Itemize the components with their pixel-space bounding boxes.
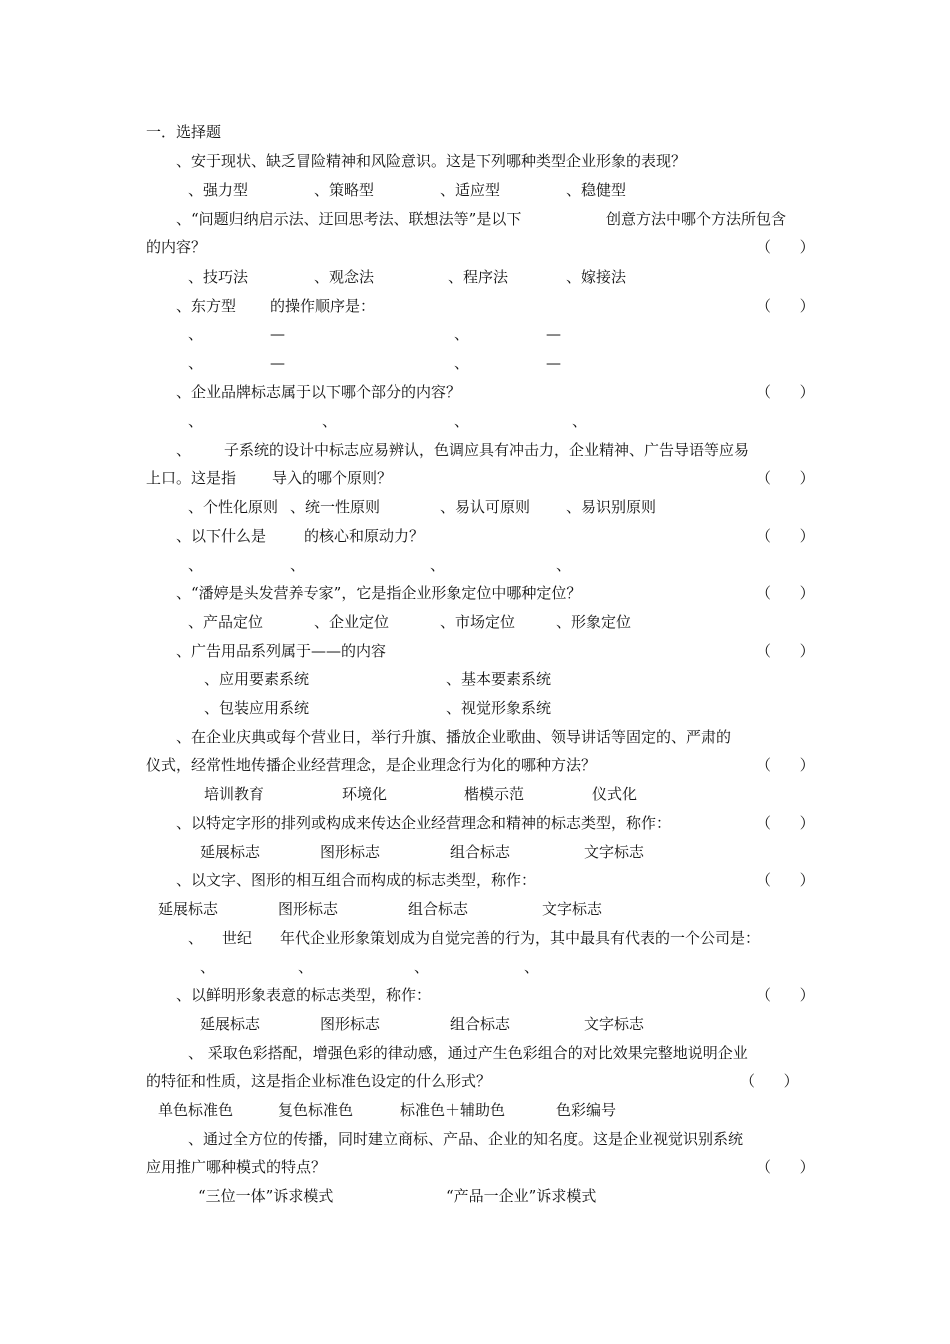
- question-14-stem-line2: 的特征和性质，这是指企业标准色设定的什么形式？: [146, 1072, 492, 1090]
- q13-option-d: 文字标志: [584, 1015, 645, 1033]
- question-1-stem: 、安于现状、缺乏冒险精神和风险意识。这是下列哪种类型企业形象的表现？: [176, 152, 687, 170]
- q4-option-c: 、: [454, 412, 470, 430]
- q11-option-d: 文字标志: [542, 900, 603, 918]
- question-12-stem: 、: [188, 929, 204, 947]
- q7-option-d: 、形象定位: [556, 613, 632, 631]
- question-7-stem: 、“潘婷是头发营养专家”，它是指企业形象定位中哪种定位？: [176, 584, 582, 602]
- q4-option-a: 、: [188, 412, 204, 430]
- answer-blank: （ ）: [756, 527, 815, 545]
- q7-option-b: 、企业定位: [314, 613, 390, 631]
- q15-option-a: “三位一体”诉求模式: [198, 1187, 334, 1205]
- question-3-stem: 、东方型: [176, 297, 237, 315]
- q4-option-b: 、: [322, 412, 338, 430]
- q10-option-a: 延展标志: [200, 843, 261, 861]
- question-6-stem: 、以下什么是: [176, 527, 267, 545]
- q4-option-d: 、: [572, 412, 588, 430]
- answer-blank: （ ）: [756, 469, 815, 487]
- answer-blank: （ ）: [756, 871, 815, 889]
- question-2-stem: 、“问题归纳启示法、迂回思考法、联想法等”是以下: [176, 210, 522, 228]
- question-3-stem-part2: 的操作顺序是：: [270, 297, 376, 315]
- question-15-stem-line2: 应用推广哪种模式的特点？: [146, 1158, 327, 1176]
- q3-row1-a: 、: [188, 325, 204, 343]
- q14-option-a: 单色标准色: [158, 1101, 234, 1119]
- question-12-stem-part3: 年代企业形象策划成为自觉完善的行为，其中最具有代表的一个公司是：: [280, 929, 761, 947]
- q6-option-a: 、: [188, 556, 204, 574]
- question-9-stem: 、在企业庆典或每个营业日，举行升旗、播放企业歌曲、领导讲话等固定的、严肃的: [176, 728, 732, 746]
- q9-option-d: 仪式化: [592, 785, 638, 803]
- q13-option-b: 图形标志: [320, 1015, 381, 1033]
- answer-blank: （ ）: [756, 756, 815, 774]
- q8-option-c: 、包装应用系统: [204, 699, 310, 717]
- answer-blank: （ ）: [756, 584, 815, 602]
- q3-row1-dash-b: —: [546, 325, 561, 343]
- q12-option-d: 、: [524, 958, 540, 976]
- question-11-stem: 、以文字、图形的相互组合而构成的标志类型，称作：: [176, 871, 537, 889]
- question-8-stem: 、广告用品系列属于——的内容: [176, 642, 387, 660]
- question-6-stem-part2: 的核心和原动力？: [304, 527, 425, 545]
- answer-blank: （ ）: [756, 1158, 815, 1176]
- question-5-stem: 、: [176, 441, 192, 459]
- q12-option-c: 、: [414, 958, 430, 976]
- section-title: 一．选择题: [146, 123, 222, 141]
- q3-row1-dash-a: —: [270, 325, 285, 343]
- question-9-stem-line2: 仪式，经常性地传播企业经营理念，是企业理念行为化的哪种方法？: [146, 756, 597, 774]
- q5-option-c: 、易认可原则: [440, 498, 531, 516]
- q3-row2-b: 、: [454, 354, 470, 372]
- q14-option-b: 复色标准色: [278, 1101, 354, 1119]
- q2-option-d: 、嫁接法: [566, 268, 627, 286]
- q9-option-c: 楷模示范: [464, 785, 525, 803]
- q10-option-b: 图形标志: [320, 843, 381, 861]
- question-15-stem: 、通过全方位的传播，同时建立商标、产品、企业的知名度。这是企业视觉识别系统: [188, 1130, 744, 1148]
- question-5-stem-line2: 上口。这是指: [146, 469, 237, 487]
- q6-option-d: 、: [556, 556, 572, 574]
- q13-option-c: 组合标志: [450, 1015, 511, 1033]
- q2-option-a: 、技巧法: [188, 268, 249, 286]
- answer-blank: （ ）: [756, 814, 815, 832]
- q2-option-b: 、观念法: [314, 268, 375, 286]
- q8-option-d: 、视觉形象系统: [446, 699, 552, 717]
- q9-option-a: 培训教育: [204, 785, 265, 803]
- question-2-stem-line2: 的内容？: [146, 238, 207, 256]
- question-2-stem-part2: 创意方法中哪个方法所包含: [606, 210, 787, 228]
- answer-blank: （ ）: [756, 297, 815, 315]
- q14-option-c: 标准色＋辅助色: [400, 1101, 506, 1119]
- q3-row2-dash-b: —: [546, 354, 561, 372]
- question-5-stem-line2-part2: 导入的哪个原则？: [272, 469, 393, 487]
- question-4-stem: 、企业品牌标志属于以下哪个部分的内容？: [176, 383, 462, 401]
- q6-option-b: 、: [290, 556, 306, 574]
- answer-blank: （ ）: [756, 383, 815, 401]
- question-5-stem-part2: 子系统的设计中标志应易辨认，色调应具有冲击力，企业精神、广告导语等应易: [224, 441, 750, 459]
- q14-option-d: 色彩编号: [556, 1101, 617, 1119]
- q13-option-a: 延展标志: [200, 1015, 261, 1033]
- q3-row2-dash-a: —: [270, 354, 285, 372]
- answer-blank: （ ）: [756, 642, 815, 660]
- q5-option-a: 、个性化原则: [188, 498, 279, 516]
- q15-option-b: “产品一企业”诉求模式: [446, 1187, 597, 1205]
- q11-option-b: 图形标志: [278, 900, 339, 918]
- q3-row1-b: 、: [454, 325, 470, 343]
- q7-option-c: 、市场定位: [440, 613, 516, 631]
- q5-option-d: 、易识别原则: [566, 498, 657, 516]
- q11-option-c: 组合标志: [408, 900, 469, 918]
- q9-option-b: 环境化: [342, 785, 388, 803]
- q5-option-b: 、统一性原则: [290, 498, 381, 516]
- q1-option-a: 、强力型: [188, 181, 249, 199]
- q1-option-d: 、稳健型: [566, 181, 627, 199]
- question-10-stem: 、以特定字形的排列或构成来传达企业经营理念和精神的标志类型，称作：: [176, 814, 672, 832]
- q2-option-c: 、程序法: [448, 268, 509, 286]
- q12-option-b: 、: [298, 958, 314, 976]
- q8-option-a: 、应用要素系统: [204, 670, 310, 688]
- q1-option-b: 、策略型: [314, 181, 375, 199]
- q12-option-a: 、: [200, 958, 216, 976]
- answer-blank: （ ）: [756, 238, 815, 256]
- question-13-stem: 、以鲜明形象表意的标志类型，称作：: [176, 986, 432, 1004]
- answer-blank: （ ）: [740, 1072, 799, 1090]
- q11-option-a: 延展标志: [158, 900, 219, 918]
- question-12-stem-part2: 世纪: [222, 929, 253, 947]
- q7-option-a: 、产品定位: [188, 613, 264, 631]
- answer-blank: （ ）: [756, 986, 815, 1004]
- q6-option-c: 、: [430, 556, 446, 574]
- q1-option-c: 、适应型: [440, 181, 501, 199]
- q10-option-d: 文字标志: [584, 843, 645, 861]
- q10-option-c: 组合标志: [450, 843, 511, 861]
- q8-option-b: 、基本要素系统: [446, 670, 552, 688]
- q3-row2-a: 、: [188, 354, 204, 372]
- question-14-stem: 、 采取色彩搭配，增强色彩的律动感，通过产生色彩组合的对比效果完整地说明企业: [188, 1044, 748, 1062]
